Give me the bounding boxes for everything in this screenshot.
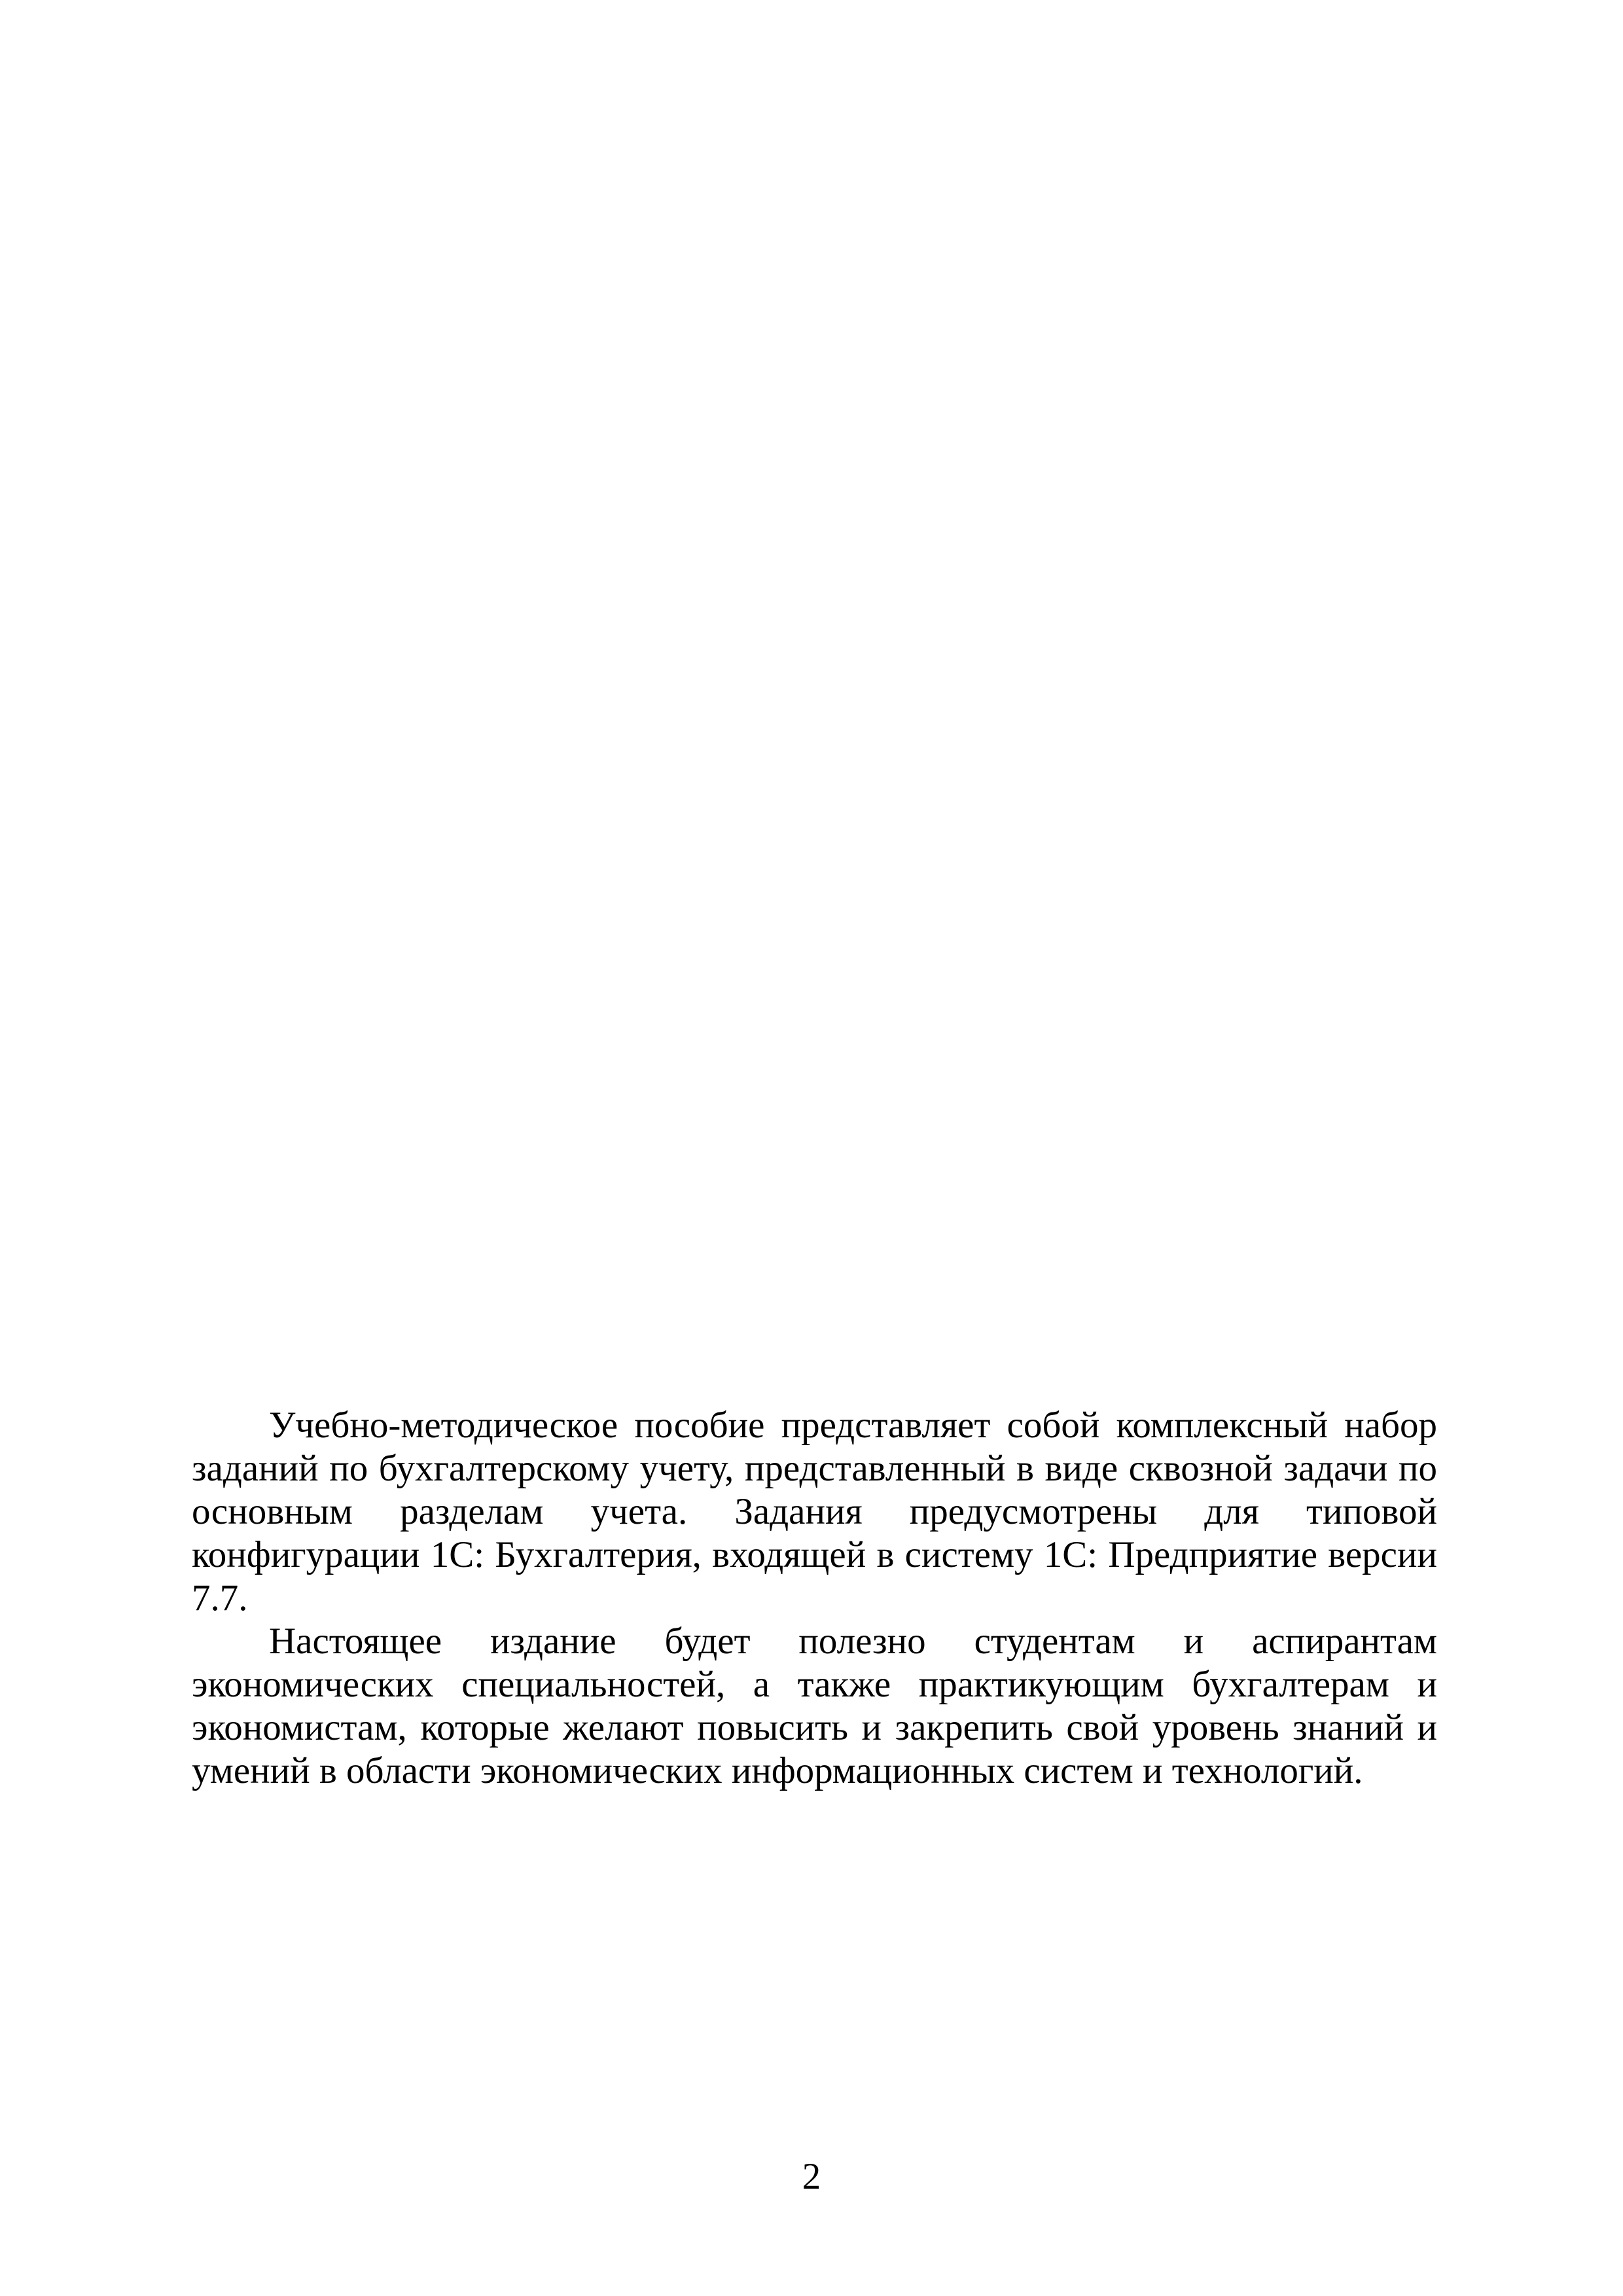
page-number: 2 xyxy=(802,2156,821,2197)
annotation-paragraph-1: Учебно-методическое пособие представляет собой комплексный набор заданий по бухгалтерскому учету, представленный в виде сквозной задачи по основным разделам учета. Задания предусмотрены для типовой конфигурации 1С: Бухгалтерия, входящей в систему 1С: Предприятие версии 7.7. xyxy=(192,1405,1437,1619)
annotation-block xyxy=(192,1404,1437,1793)
annotation-paragraph-2: Настоящее издание будет полезно студентам и аспирантам экономических специальностей, а также практикующим бухгалтерам и экономистам, которые желают повысить и закрепить свой уровень знаний и умений в области экономических информационных систем и технологий. xyxy=(192,1621,1437,1791)
